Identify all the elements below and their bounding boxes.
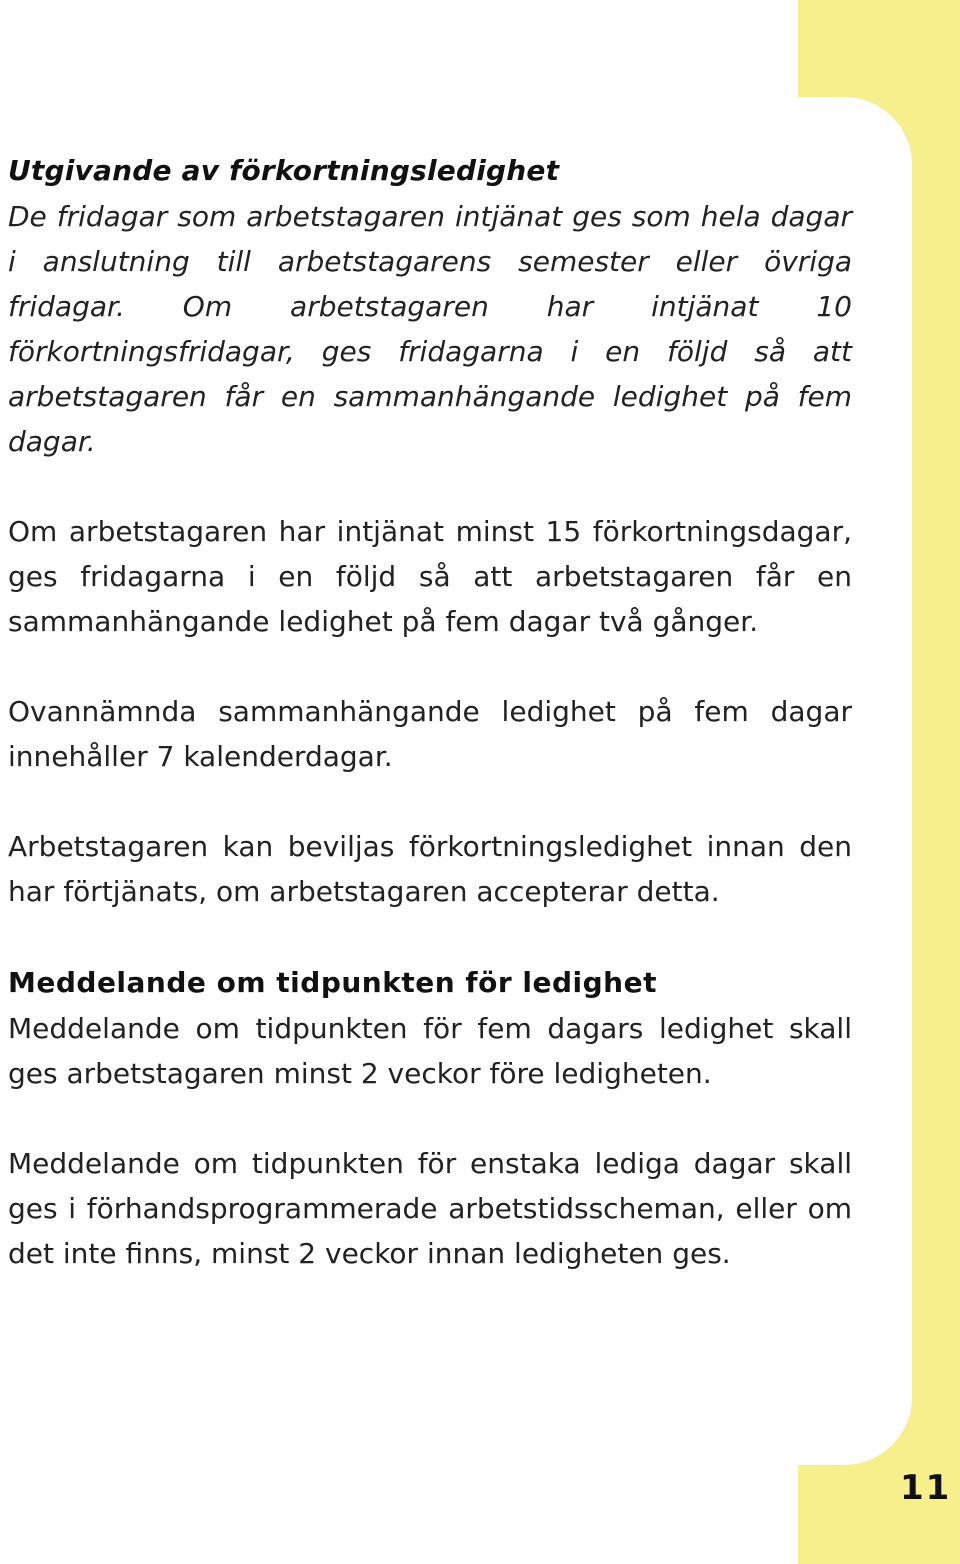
page-number: 11 [900, 1468, 952, 1508]
paragraph: Meddelande om tidpunkten för enstaka lediga dagar skall ges i förhandsprogrammerade arbetstidsscheman, eller om det inte finns, minst 2 veckor innan ledigheten ges. [8, 1147, 852, 1270]
paragraph: De fridagar som arbetstagaren intjänat ges som hela dagar i anslutning till arbetstagarens semester eller övriga fridagar. Om arbetstagaren har intjänat 10 förkortningsfridagar, ges fridagarna i en följd så att arbetstagaren får en sammanhängande ledighet på fem dagar. [8, 200, 852, 458]
paragraph: Arbetstagaren kan beviljas förkortningsledighet innan den har förtjänats, om arbetstagaren accepterar detta. [8, 830, 852, 908]
paragraph: Om arbetstagaren har intjänat minst 15 förkortningsdagar, ges fridagarna i en följd så att arbetstagaren får en sammanhängande ledighet på fem dagar två gånger. [8, 515, 852, 638]
paragraph: Meddelande om tidpunkten för fem dagars ledighet skall ges arbetstagaren minst 2 veckor före ledigheten. [8, 1012, 852, 1090]
section-heading-meddelande: Meddelande om tidpunkten för ledighet [8, 966, 657, 999]
document-body [8, 148, 852, 1276]
paragraph: Ovannämnda sammanhängande ledighet på fem dagar innehåller 7 kalenderdagar. [8, 695, 852, 773]
section-heading-utgivande: Utgivande av förkortningsledighet [8, 154, 560, 187]
